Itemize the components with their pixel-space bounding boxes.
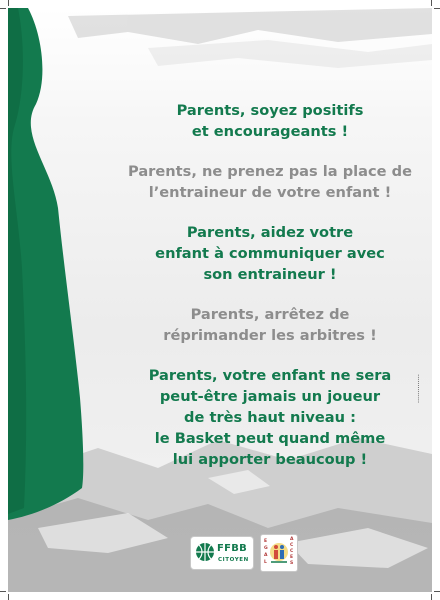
crop-mark (0, 8, 6, 9)
poster (8, 8, 432, 592)
crop-mark (434, 8, 440, 9)
basketball-icon (195, 542, 215, 562)
figures-icon (261, 535, 297, 571)
messages (108, 100, 432, 489)
crop-mark (431, 594, 432, 600)
crop-mark (431, 0, 432, 6)
message-positive: Parents, soyez positifs et encourageants ! (176, 102, 364, 140)
side-print-text: •••••••••••••• (417, 374, 421, 403)
ffbb-citoyen-logo (190, 536, 254, 570)
ffbb-logo-subtitle: CITOYEN (218, 557, 249, 563)
message-coach-role: Parents, ne prenez pas la place de l’entraineur de votre enfant ! (128, 163, 412, 201)
logos (190, 533, 330, 573)
crop-mark (8, 0, 9, 6)
message-level: Parents, votre enfant ne sera peut-être jamais un joueur de très haut niveau : le Basket peut quand même lui apporter beaucoup ! (148, 367, 392, 468)
egal-acces-logo: E G A L A C C E S (260, 534, 298, 572)
message-communicate: Parents, aidez votre enfant à communiquer avec son entraineur ! (155, 224, 385, 283)
ffbb-logo-name: FFBB (217, 543, 248, 554)
crop-mark (0, 591, 6, 592)
crop-mark (8, 594, 9, 600)
message-referees: Parents, arrêtez de réprimander les arbitres ! (163, 306, 377, 344)
crop-mark (434, 591, 440, 592)
